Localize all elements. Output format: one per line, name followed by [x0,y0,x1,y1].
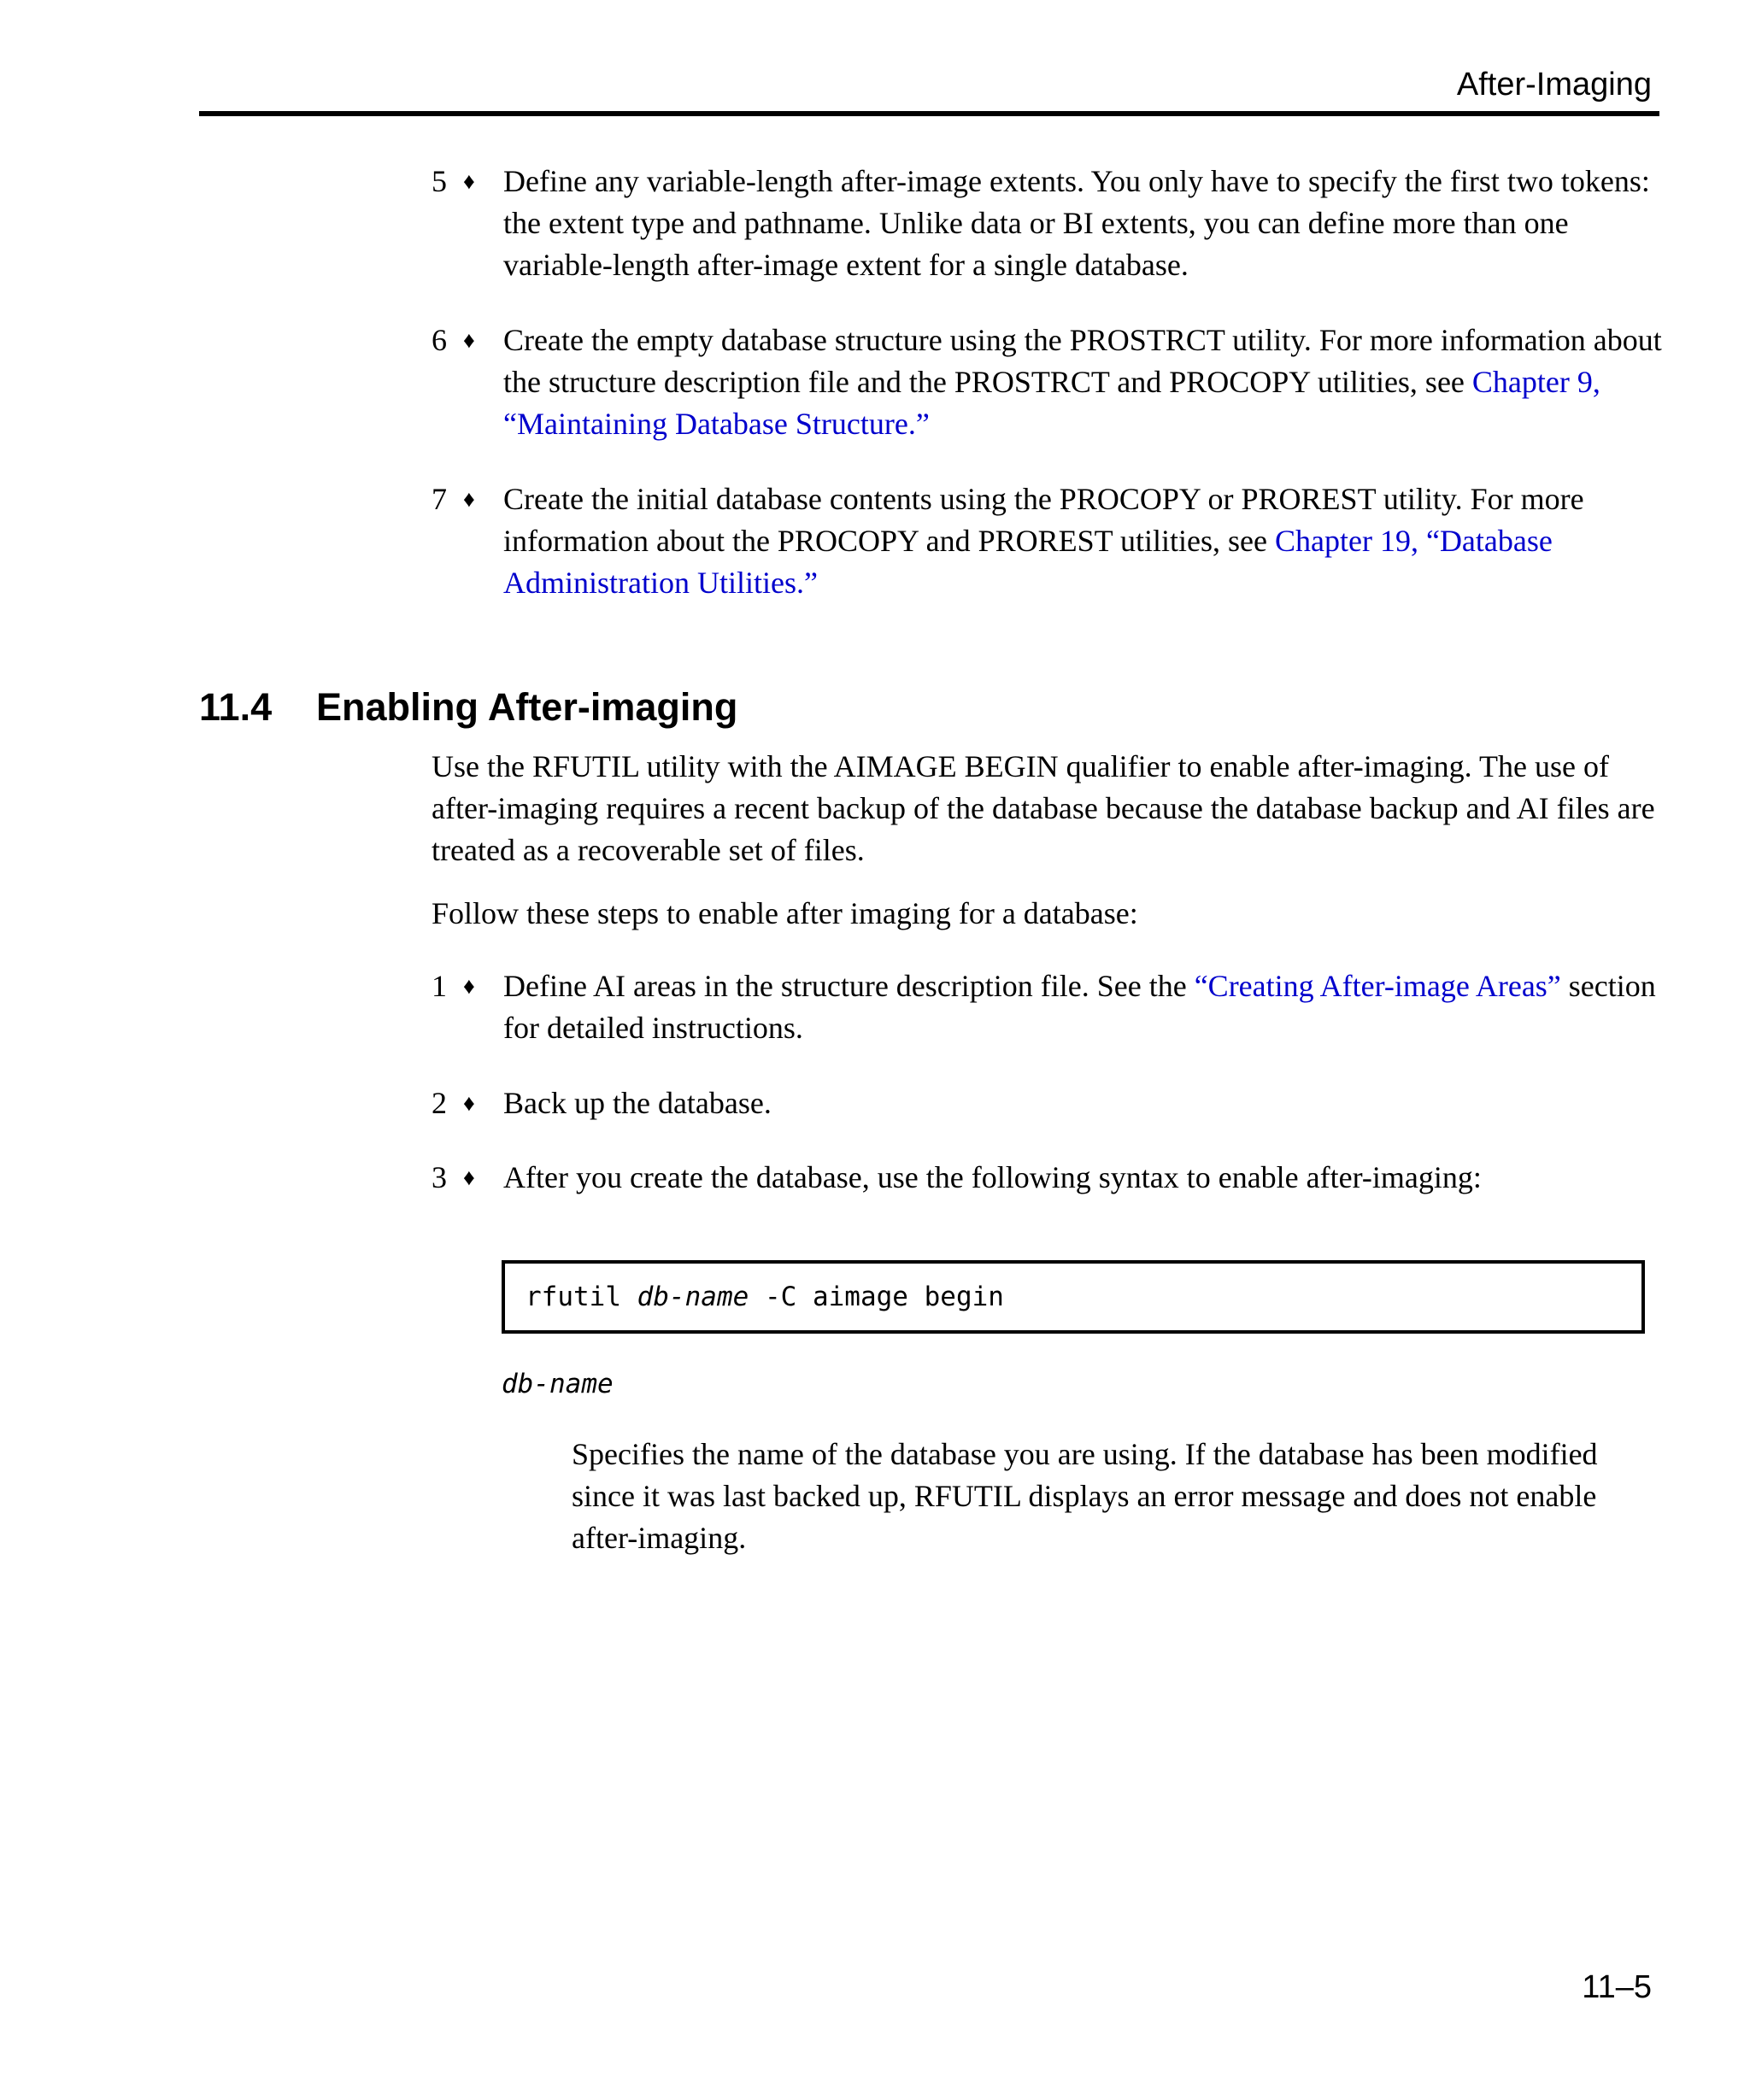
step-item [432,478,1662,604]
page-number: 11–5 [1582,1969,1652,2005]
step-text: Define AI areas in the structure description file. See the “Creating After-image Areas” section for detailed instructions. [503,969,1656,1045]
syntax-variable: db-name [637,1282,749,1312]
syntax-command: rfutil [526,1282,621,1312]
step-number: 6 [432,323,447,357]
step-number: 5 [432,164,447,198]
step-item [432,320,1662,445]
chapter-9-link[interactable]: Chapter 9, “Maintaining Database Structure.” [503,365,1600,441]
creating-after-image-areas-link[interactable]: “Creating After-image Areas” [1194,969,1561,1003]
diamond-bullet-icon: ♦ [463,168,475,194]
diamond-bullet-icon: ♦ [463,973,475,999]
diamond-bullet-icon: ♦ [463,1090,475,1116]
section-intro: Use the RFUTIL utility with the AIMAGE BEGIN qualifier to enable after-imaging. The use of after-imaging requires a recent backup of the database because the database backup and AI files are treated as a recoverable set of files. [432,749,1655,867]
step-number: 1 [432,969,447,1003]
step-text: Create the empty database structure using the PROSTRCT utility. For more information about the structure description file and the PROSTRCT and PROCOPY utilities, see Chapter 9, “Maintaining Database Structure.” [503,323,1662,441]
syntax-box [502,1260,1645,1334]
step-number: 2 [432,1086,447,1120]
step-item [432,965,1662,1049]
step-item [432,1157,1662,1199]
step-text: Define any variable-length after-image extents. You only have to specify the first two tokens: the extent type and pathname. Unlike data or BI extents, you can define more than one variable-length after-image extent for a single database. [503,164,1650,282]
step-number: 3 [432,1160,447,1194]
section-heading [199,683,737,731]
section-title: Enabling After-imaging [316,685,738,729]
parameter-description: Specifies the name of the database you are using. If the database has been modified since it was last backed up, RFUTIL displays an error message and does not enable after-imaging. [572,1437,1598,1555]
header-rule [199,111,1659,116]
diamond-bullet-icon: ♦ [463,1164,475,1190]
step-number: 7 [432,482,447,516]
chapter-19-link[interactable]: Chapter 19, “Database Administration Utilities.” [503,524,1553,600]
diamond-bullet-icon: ♦ [463,486,475,512]
section-number: 11.4 [199,685,273,729]
syntax-options: -C aimage begin [764,1282,1004,1312]
diamond-bullet-icon: ♦ [463,327,475,353]
step-item [432,161,1662,286]
step-text: Create the initial database contents using the PROCOPY or PROREST utility. For more information about the PROCOPY and PROREST utilities, see Chapter 19, “Database Administration Utilities.” [503,482,1584,600]
parameter-name: db-name [502,1369,614,1399]
step-text: Back up the database. [503,1086,772,1120]
step-item [432,1082,1662,1124]
steps-lead: Follow these steps to enable after imaging for a database: [432,896,1138,930]
running-header: After-Imaging [1456,67,1652,103]
step-text: After you create the database, use the following syntax to enable after-imaging: [503,1160,1482,1194]
